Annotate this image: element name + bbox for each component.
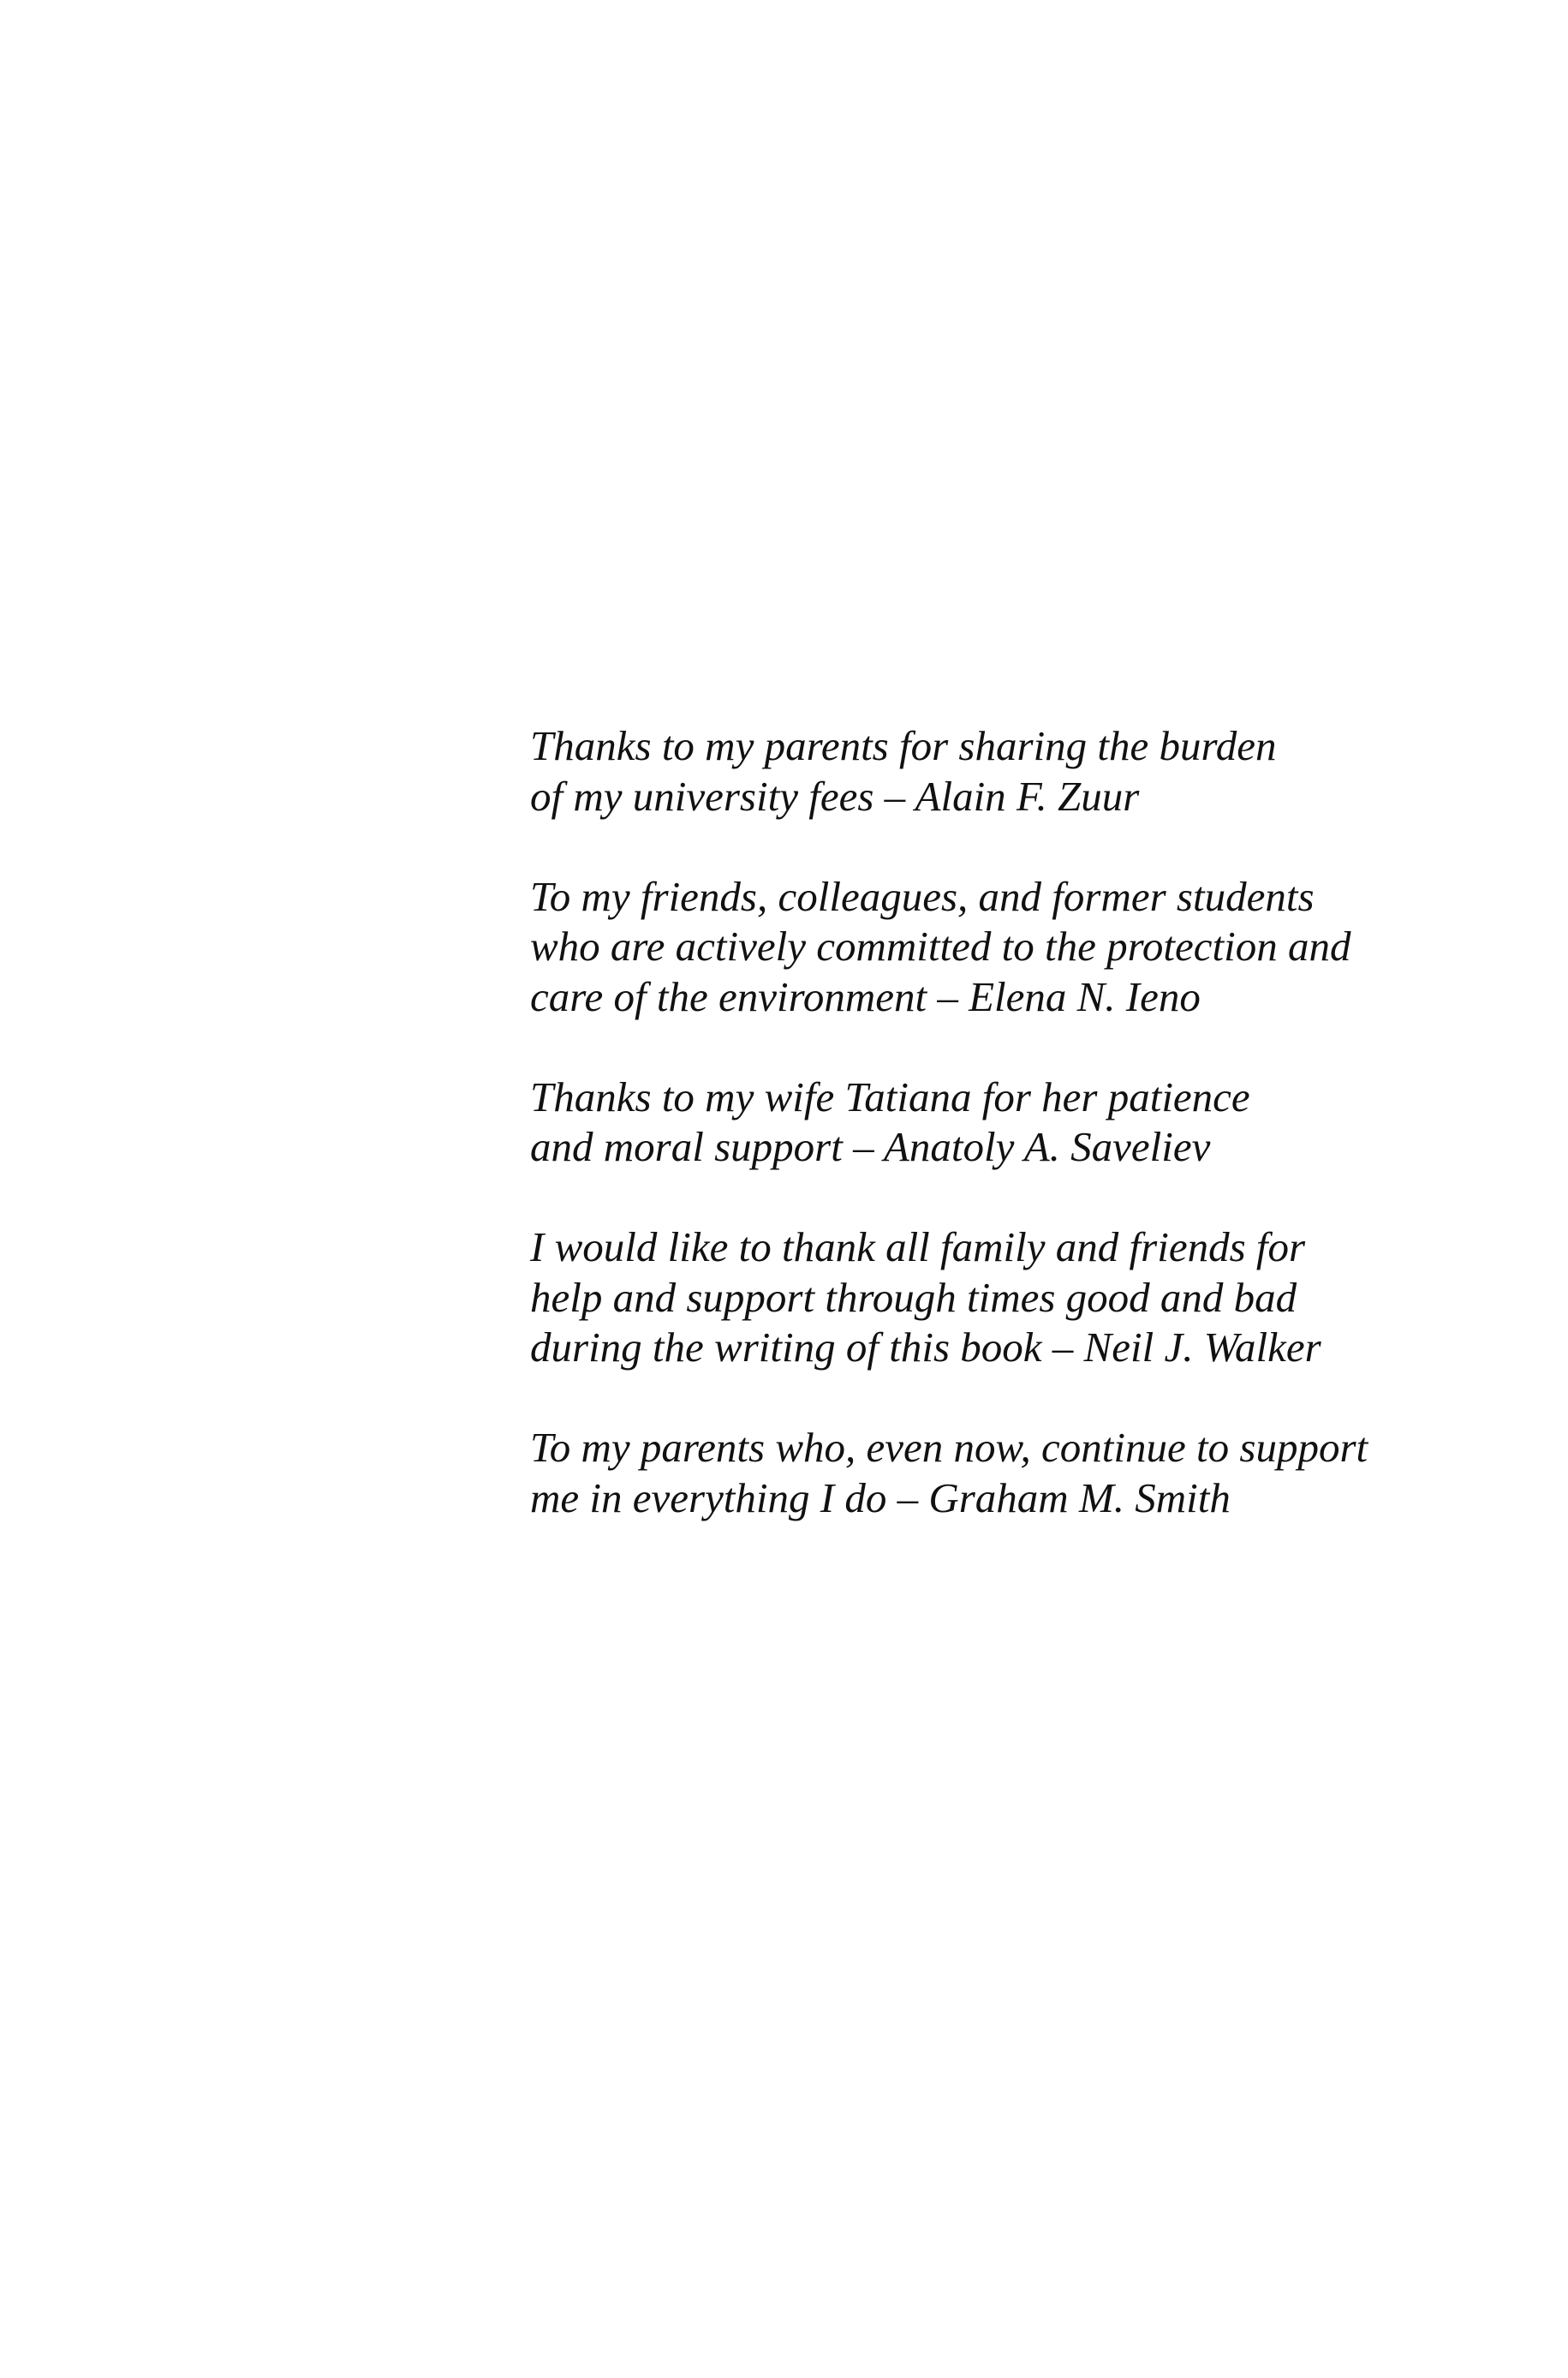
dedication-line: To my parents who, even now, continue to support: [530, 1424, 1368, 1471]
dedication-neil-walker: [530, 1222, 1515, 1373]
dedication-line: me in everything I do – Graham M. Smith: [530, 1473, 1231, 1521]
dedication-anatoly-saveliev: [530, 1072, 1515, 1173]
dedication-line: I would like to thank all family and friends for: [530, 1223, 1306, 1270]
dedication-line: of my university fees – Alain F. Zuur: [530, 772, 1140, 820]
dedication-line: during the writing of this book – Neil J. Walker: [530, 1323, 1321, 1371]
dedication-line: Thanks to my parents for sharing the burden: [530, 722, 1277, 769]
dedication-line: help and support through times good and bad: [530, 1273, 1297, 1321]
dedication-line: who are actively committed to the protection and: [530, 923, 1351, 970]
dedication-alain-zuur: [530, 721, 1515, 822]
dedication-line: and moral support – Anatoly A. Saveliev: [530, 1123, 1211, 1170]
dedication-line: To my friends, colleagues, and former students: [530, 872, 1315, 920]
dedication-block: [530, 721, 1515, 1523]
dedication-line: Thanks to my wife Tatiana for her patience: [530, 1072, 1250, 1120]
dedication-graham-smith: [530, 1423, 1515, 1523]
dedication-line: care of the environment – Elena N. Ieno: [530, 972, 1201, 1020]
dedication-elena-ieno: [530, 872, 1515, 1023]
